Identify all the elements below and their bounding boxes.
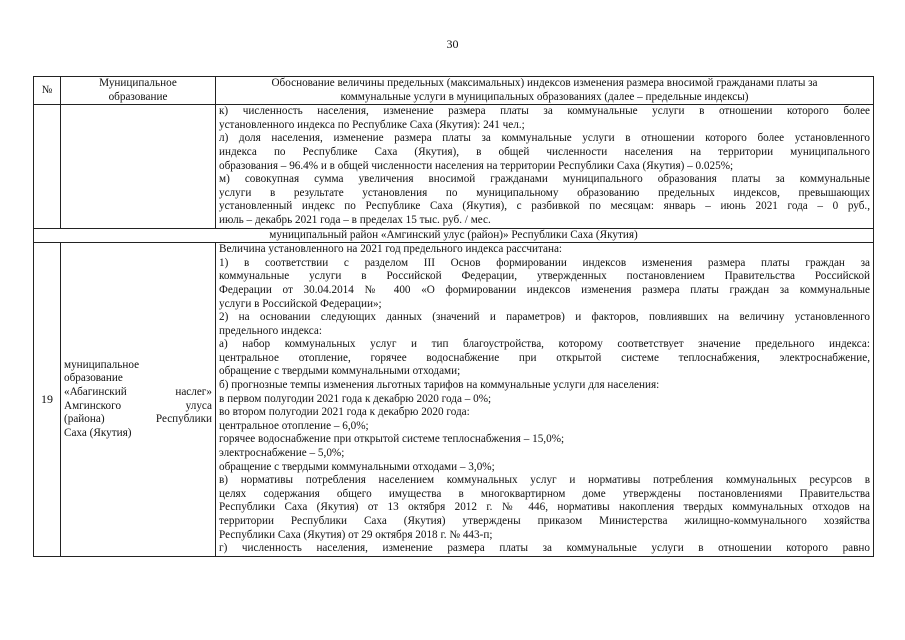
municipality-line: (района) Республики xyxy=(64,413,212,426)
header-justification-line: коммунальные услуги в муниципальных образованиях (далее – предельные индексы) xyxy=(340,90,749,103)
text-line: услуги в результате установления по муниципальному образованию предельных индексов, превышающих xyxy=(219,186,870,199)
text-line: Федерации от 30.04.2014 № 400 «О формировании индексов изменения размера платы граждан за коммунальные xyxy=(219,283,870,296)
text-line: центральное отопление, горячее водоснабжение при открытой системе теплоснабжения, электроснабжение, xyxy=(219,351,870,364)
municipality-line: муниципальное xyxy=(64,358,140,371)
cell-justification-19 xyxy=(216,243,874,557)
text-line: услуги в Российской Федерации»; xyxy=(219,297,382,310)
header-justification xyxy=(216,77,874,105)
text-line: к) численность населения, изменение размера платы за коммунальные услуги в отношении которого более xyxy=(219,105,870,118)
text-line: предельного индекса: xyxy=(219,324,322,337)
text-line: Республики Саха (Якутия) от 13 октября 2012 г. № 446, нормативы накопления твердых коммунальных отходов на xyxy=(219,501,870,514)
text-line: в) нормативы потребления населением коммунальных услуг и нормативы потребления коммунальных ресурсов в xyxy=(219,474,870,487)
text-line: коммунальные услуги в Российской Федерации, утвержденных постановлением Правительства Российской xyxy=(219,270,870,283)
text-line: электроснабжение – 5,0%; xyxy=(219,447,345,460)
municipality-line: образование xyxy=(64,372,123,385)
text-line: установленный индекс по Республике Саха (Якутия), с разбивкой по месяцам: январь – июнь 2021 года – 0 руб., xyxy=(219,200,870,213)
text-line: установленного индекса по Республике Саха (Якутия): 241 чел.; xyxy=(219,118,525,131)
text-line: образования – 96.4% и в общей численности населения на территории Республики Саха (Якутия) – 0.025%; xyxy=(219,159,734,172)
text-line: территории Республики Саха (Якутия) утверждены приказом Министерства жилищно-коммунального хозяйства xyxy=(219,515,870,527)
text-line: Величина установленного на 2021 год предельного индекса рассчитана: xyxy=(219,243,563,256)
table-row-19 xyxy=(34,243,874,557)
text-line: б) прогнозные темпы изменения льготных тарифов на коммунальные услуги для населения: xyxy=(219,379,660,392)
text-line: целях содержания общего имущества в многоквартирном доме утверждены постановлениями Правительства xyxy=(219,487,870,500)
section-row xyxy=(34,228,874,243)
municipality-line: «Абагинский наслег» xyxy=(64,386,212,399)
table-header-row xyxy=(34,77,874,105)
table-row-continued xyxy=(34,105,874,228)
row-number: 19 xyxy=(34,243,61,557)
text-line: во втором полугодии 2021 года к декабрю 2020 года: xyxy=(219,406,470,419)
text-line: обращение с твердыми коммунальными отходами – 3,0%; xyxy=(219,460,495,473)
page-number: 30 xyxy=(446,37,459,51)
cell-municipality-empty xyxy=(61,105,216,228)
text-line: июль – декабрь 2021 года – в пределах 15 тыс. руб. / мес. xyxy=(219,213,491,226)
cell-number-empty xyxy=(34,105,61,228)
text-line: г) численность населения, изменение размера платы за коммунальные услуги в отношении которого равно xyxy=(219,542,870,555)
text-line: индекса по Республике Саха (Якутия), в общей численности населения на территории муниципального xyxy=(219,145,870,158)
index-justification-table xyxy=(33,76,874,557)
text-line: горячее водоснабжение при открытой системе теплоснабжения – 15,0%; xyxy=(219,433,565,446)
section-title: муниципальный район «Амгинский улус (район)» Республики Саха (Якутия) xyxy=(34,228,874,243)
municipality-name xyxy=(61,243,216,557)
header-number: № xyxy=(34,77,61,105)
text-line: 1) в соответствии с разделом III Основ формировании индексов изменения размера платы граждан за xyxy=(219,256,870,269)
header-justification-line: Обоснование величины предельных (максимальных) индексов изменения размера вносимой гражданами платы за xyxy=(271,77,818,89)
header-municipality-line: образование xyxy=(108,90,168,103)
header-municipality xyxy=(61,77,216,105)
cell-justification-continued xyxy=(216,105,874,228)
municipality-line: Саха (Якутия) xyxy=(64,426,132,439)
text-line: центральное отопление – 6,0%; xyxy=(219,419,369,432)
text-line: а) набор коммунальных услуг и тип благоустройства, которому соответствует значение предельного индекса: xyxy=(219,338,870,351)
header-municipality-line: Муниципальное xyxy=(99,77,177,89)
text-line: м) совокупная сумма увеличения вносимой гражданами муниципального образования платы за коммунальные xyxy=(219,173,870,186)
text-line: л) доля населения, изменение размера платы за коммунальные услуги в отношении которого более установленного xyxy=(219,132,870,145)
text-line: в первом полугодии 2021 года к декабрю 2020 года – 0%; xyxy=(219,392,492,405)
text-line: 2) на основании следующих данных (значений и параметров) и факторов, повлиявших на величину установленного xyxy=(219,311,870,324)
text-line: обращение с твердыми коммунальными отходами; xyxy=(219,365,461,378)
municipality-line: Амгинского улуса xyxy=(64,399,212,412)
text-line: Республики Саха (Якутия) от 29 октября 2018 г. № 443-п; xyxy=(219,528,493,541)
